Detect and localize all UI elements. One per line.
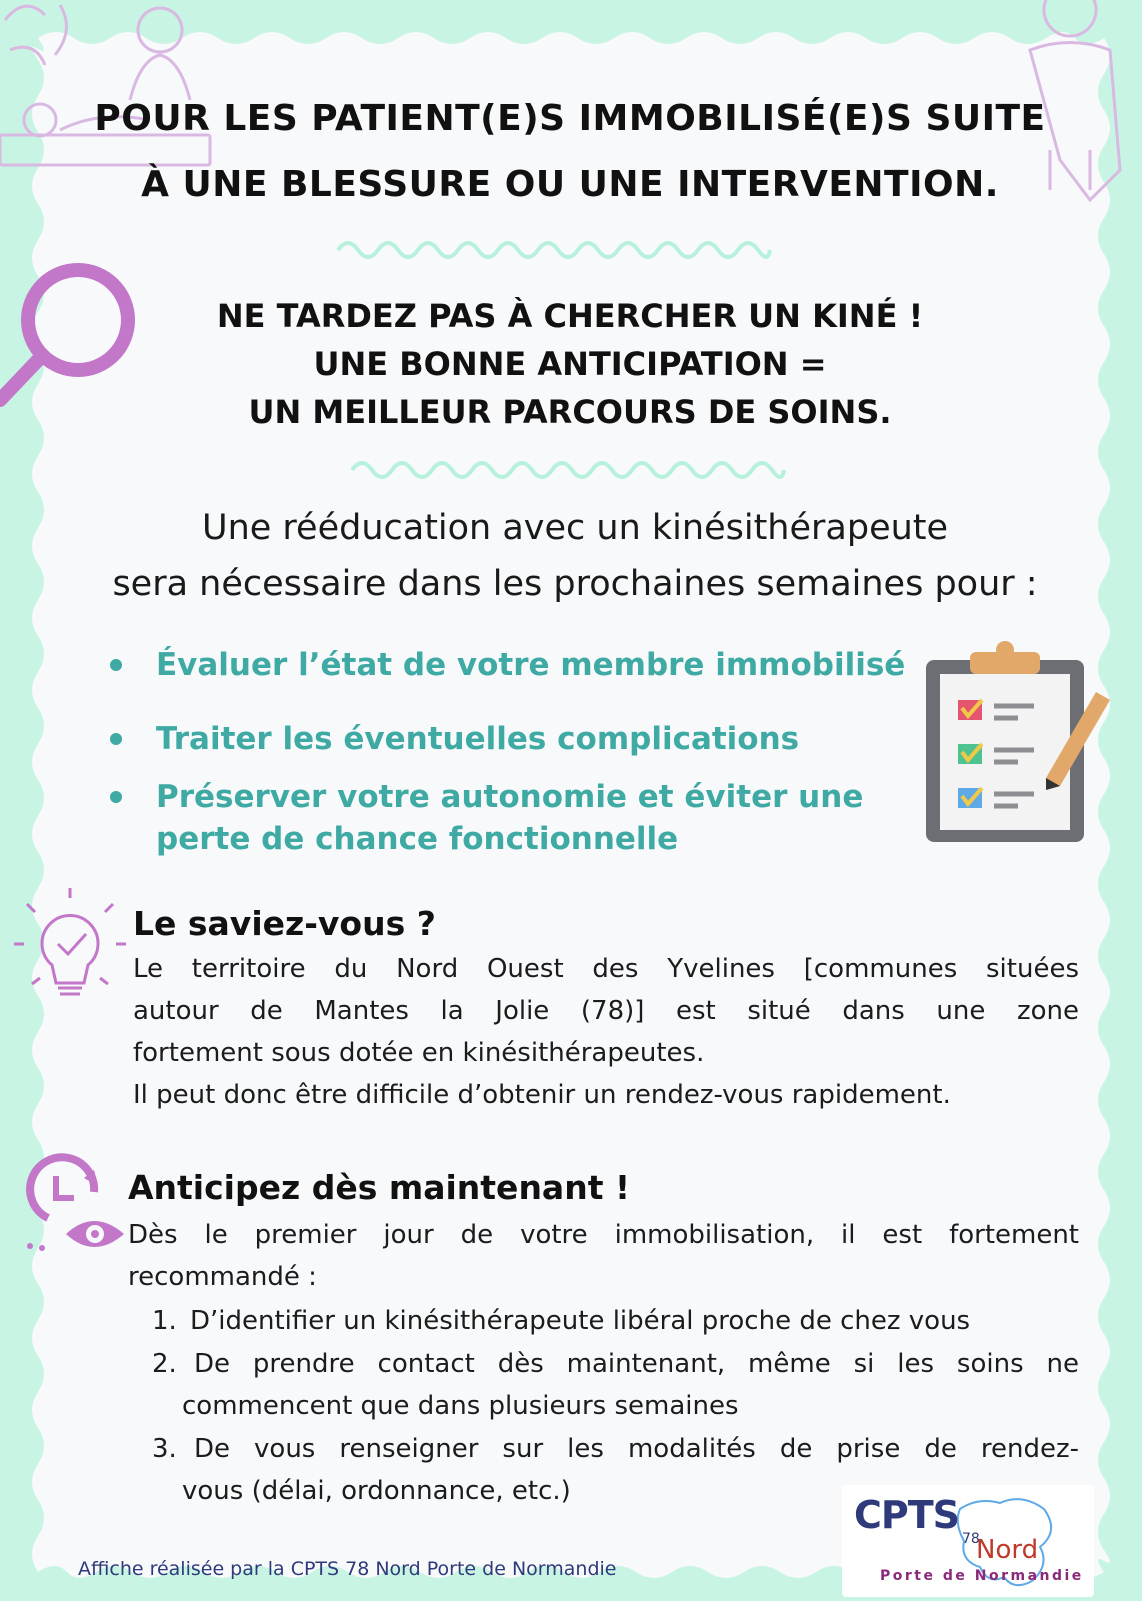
list-item	[152, 1300, 1079, 1342]
subtitle-line-2: UNE BONNE ANTICIPATION =	[313, 345, 827, 383]
list-item	[152, 1343, 1079, 1427]
main-title-line-1: POUR LES PATIENT(E)S IMMOBILISÉ(E)S SUITE	[94, 98, 1046, 139]
logo-nord: Nord	[976, 1535, 1039, 1565]
bullet-text: Préserver votre autonomie et éviter une	[156, 779, 864, 815]
bullet-text: Évaluer l’état de votre membre immobilisé	[156, 647, 906, 683]
saviez-title: Le saviez-vous ?	[133, 904, 436, 943]
list-text: De vous renseigner sur les modalités de prise de rendez-	[194, 1434, 1079, 1464]
intro-line-1: Une rééducation avec un kinésithérapeute	[201, 508, 949, 548]
list-text: D’identifier un kinésithérapeute libéral proche de chez vous	[190, 1306, 971, 1336]
intro-line-2: sera nécessaire dans les prochaines semaines pour :	[112, 564, 1038, 604]
list-number: 1.	[152, 1306, 177, 1336]
anticipez-line-2: recommandé :	[128, 1262, 317, 1292]
saviez-line-1: Le territoire du Nord Ouest des Yvelines [communes situées	[133, 954, 1079, 984]
bullet-text-continued: perte de chance fonctionnelle	[156, 821, 679, 857]
logo-cpts: CPTS	[854, 1493, 960, 1537]
subtitle-line-1: NE TARDEZ PAS À CHERCHER UN KINÉ !	[216, 297, 924, 335]
anticipez-line-1: Dès le premier jour de votre immobilisation, il est fortement	[128, 1220, 1079, 1250]
saviez-line-2: autour de Mantes la Jolie (78)] est situé dans une zone	[133, 996, 1079, 1026]
bullet-dot	[110, 659, 122, 671]
clipboard-checklist-icon	[926, 641, 1110, 842]
list-text-continued: vous (délai, ordonnance, etc.)	[182, 1476, 571, 1506]
main-title-line-2: À UNE BLESSURE OU UNE INTERVENTION.	[141, 164, 999, 205]
bullet-dot	[110, 791, 122, 803]
saviez-line-3: fortement sous dotée en kinésithérapeutes.	[133, 1038, 705, 1068]
list-number: 2.	[152, 1349, 177, 1379]
saviez-line-4: Il peut donc être difficile d’obtenir un rendez-vous rapidement.	[133, 1080, 951, 1110]
footer-credit: Affiche réalisée par la CPTS 78 Nord Porte de Normandie	[78, 1558, 617, 1580]
logo-number: 78	[962, 1531, 980, 1547]
logo-subtitle: Porte de Normandie	[880, 1568, 1084, 1584]
list-text: De prendre contact dès maintenant, même si les soins ne	[194, 1349, 1079, 1379]
bullet-text: Traiter les éventuelles complications	[156, 721, 800, 757]
list-text-continued: commencent que dans plusieurs semaines	[182, 1391, 739, 1421]
list-number: 3.	[152, 1434, 177, 1464]
subtitle-line-3: UN MEILLEUR PARCOURS DE SOINS.	[248, 393, 892, 431]
bullet-dot	[110, 733, 122, 745]
anticipez-title: Anticipez dès maintenant !	[128, 1168, 631, 1207]
